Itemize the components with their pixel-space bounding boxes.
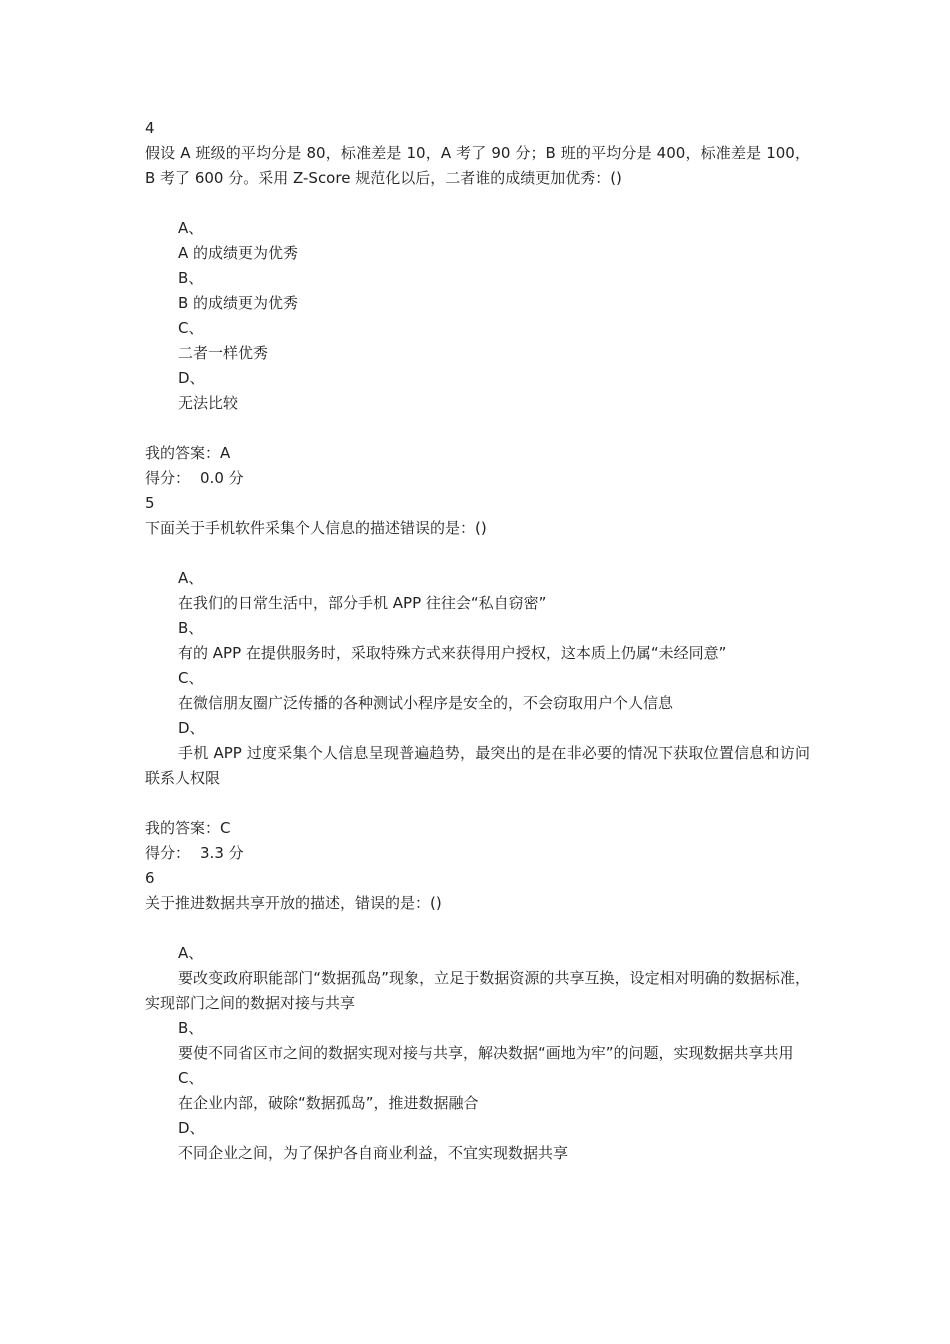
document-content — [145, 116, 810, 1191]
option-d-text: 手机 APP 过度采集个人信息呈现普遍趋势，最突出的是在非必要的情况下获取位置信息和访问联系人权限 — [145, 744, 810, 787]
option-d-text: 无法比较 — [178, 394, 239, 412]
score — [145, 841, 810, 866]
my-answer: 我的答案：C — [145, 819, 231, 837]
score-value: 3.3 分 — [200, 844, 244, 862]
option-c-text: 二者一样优秀 — [178, 344, 269, 362]
question-5 — [145, 491, 810, 866]
question-text: 关于推进数据共享开放的描述，错误的是：() — [145, 894, 442, 912]
option-list — [145, 941, 810, 1166]
question-number: 6 — [145, 869, 155, 887]
question-text: 假设 A 班级的平均分是 80，标准差是 10，A 考了 90 分；B 班的平均分是 400，标准差是 100，B 考了 600 分。采用 Z-Score 规范化以后，二者谁的成绩更加优秀：() — [145, 144, 810, 187]
option-d-label: D、 — [178, 369, 205, 387]
option-a-label: A、 — [178, 219, 204, 237]
option-b-text: B 的成绩更为优秀 — [178, 294, 299, 312]
option-b-label: B、 — [178, 619, 204, 637]
option-d-label: D、 — [178, 719, 205, 737]
option-list — [145, 566, 810, 791]
question-number: 5 — [145, 494, 155, 512]
question-6 — [145, 866, 810, 1166]
option-b-label: B、 — [178, 269, 204, 287]
option-a-text: A 的成绩更为优秀 — [178, 244, 299, 262]
option-d-label: D、 — [178, 1119, 205, 1137]
question-number: 4 — [145, 119, 155, 137]
score — [145, 466, 810, 491]
question-4 — [145, 116, 810, 491]
my-answer: 我的答案：A — [145, 444, 231, 462]
option-c-text: 在微信朋友圈广泛传播的各种测试小程序是安全的，不会窃取用户个人信息 — [178, 694, 674, 712]
question-text: 下面关于手机软件采集个人信息的描述错误的是：() — [145, 519, 487, 537]
option-d-text: 不同企业之间，为了保护各自商业利益，不宜实现数据共享 — [178, 1144, 569, 1162]
option-c-label: C、 — [178, 669, 204, 687]
option-b-label: B、 — [178, 1019, 204, 1037]
score-label: 得分： — [145, 844, 191, 862]
option-a-label: A、 — [178, 944, 204, 962]
option-list — [145, 216, 810, 416]
option-c-text: 在企业内部，破除“数据孤岛”，推进数据融合 — [178, 1094, 479, 1112]
option-c-label: C、 — [178, 319, 204, 337]
score-value: 0.0 分 — [200, 469, 244, 487]
option-b-text: 要使不同省区市之间的数据实现对接与共享，解决数据“画地为牢”的问题，实现数据共享共用 — [178, 1044, 794, 1062]
score-label: 得分： — [145, 469, 191, 487]
option-c-label: C、 — [178, 1069, 204, 1087]
option-a-label: A、 — [178, 569, 204, 587]
option-a-text: 要改变政府职能部门“数据孤岛”现象，立足于数据资源的共享互换，设定相对明确的数据标准，实现部门之间的数据对接与共享 — [145, 969, 810, 1012]
option-a-text: 在我们的日常生活中，部分手机 APP 往往会“私自窃密” — [178, 594, 547, 612]
option-b-text: 有的 APP 在提供服务时，采取特殊方式来获得用户授权，这本质上仍属“未经同意” — [178, 644, 727, 662]
